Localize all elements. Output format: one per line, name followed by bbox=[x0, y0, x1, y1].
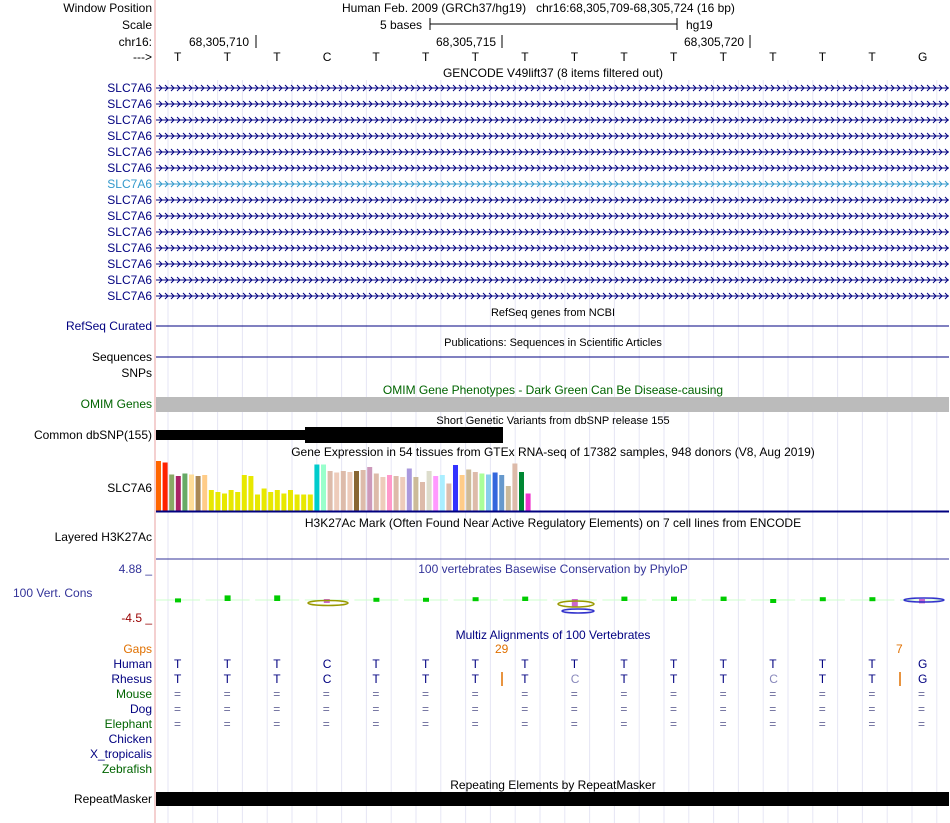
match-symbol: = bbox=[570, 687, 578, 701]
gencode-transcript-label[interactable]: SLC7A6 bbox=[107, 241, 152, 255]
gtex-tissue-bar bbox=[420, 482, 425, 511]
human-base: T bbox=[273, 657, 281, 671]
match-symbol: = bbox=[670, 687, 678, 701]
dbsnp-track-title[interactable]: Short Genetic Variants from dbSNP release 155 bbox=[436, 415, 670, 427]
chrom-label: chr16: bbox=[118, 35, 152, 49]
gencode-transcript-label[interactable]: SLC7A6 bbox=[107, 113, 152, 127]
match-symbol: = bbox=[918, 717, 926, 731]
gtex-tissue-bar bbox=[433, 476, 438, 511]
gencode-transcript-label[interactable]: SLC7A6 bbox=[107, 193, 152, 207]
match-symbol: = bbox=[422, 702, 430, 716]
gtex-tissue-bar bbox=[182, 474, 187, 512]
gtex-tissue-bar bbox=[163, 463, 168, 512]
base-letter: T bbox=[372, 50, 380, 64]
base-letter: C bbox=[322, 50, 332, 64]
match-symbol: = bbox=[769, 687, 777, 701]
gtex-tissue-bar bbox=[196, 476, 201, 511]
gtex-tissue-bar bbox=[361, 470, 366, 511]
match-symbol: = bbox=[521, 717, 529, 731]
gtex-tissue-bar bbox=[354, 471, 359, 511]
phylop-score-bar bbox=[671, 597, 677, 601]
match-symbol: = bbox=[422, 687, 430, 701]
gtex-tissue-bar bbox=[202, 475, 207, 511]
omim-gene-bar bbox=[156, 397, 949, 412]
gtex-tissue-bar bbox=[486, 475, 491, 512]
rhesus-base: T bbox=[670, 672, 678, 686]
position-label-2: 68,305,715 bbox=[436, 35, 497, 49]
rhesus-base: T bbox=[174, 672, 182, 686]
gtex-tissue-bar bbox=[314, 465, 319, 512]
gtex-tissue-bar bbox=[446, 484, 451, 512]
human-base: T bbox=[719, 657, 727, 671]
gtex-tissue-bar bbox=[413, 477, 418, 511]
gtex-tissue-bar bbox=[229, 490, 234, 511]
match-symbol: = bbox=[223, 687, 231, 701]
match-symbol: = bbox=[322, 702, 330, 716]
base-letter: T bbox=[719, 50, 727, 64]
gtex-tissue-bar bbox=[499, 475, 504, 511]
gtex-tissue-bar bbox=[347, 472, 352, 511]
gencode-transcript-label[interactable]: SLC7A6 bbox=[107, 225, 152, 239]
match-symbol: = bbox=[471, 687, 479, 701]
match-symbol: = bbox=[868, 687, 876, 701]
gtex-tissue-bar bbox=[189, 475, 194, 512]
gtex-tissue-bar bbox=[308, 495, 313, 512]
phylop-score-bar bbox=[820, 597, 826, 601]
match-symbol: = bbox=[471, 702, 479, 716]
rhesus-base: T bbox=[223, 672, 231, 686]
gtex-track-label[interactable]: SLC7A6 bbox=[107, 481, 152, 495]
gtex-tissue-bar bbox=[493, 473, 498, 512]
gtex-tissue-bar bbox=[242, 475, 247, 511]
species-label[interactable]: Rhesus bbox=[111, 672, 152, 686]
repeatmasker-bar bbox=[156, 792, 949, 806]
match-symbol: = bbox=[372, 702, 380, 716]
species-label[interactable]: Elephant bbox=[104, 717, 152, 731]
dbsnp-variant-bar bbox=[305, 427, 503, 443]
base-letter: T bbox=[273, 50, 281, 64]
human-base: T bbox=[521, 657, 529, 671]
rhesus-base: T bbox=[521, 672, 529, 686]
match-symbol: = bbox=[620, 687, 628, 701]
gencode-track-title[interactable]: GENCODE V49lift37 (8 items filtered out) bbox=[442, 66, 664, 80]
gtex-tissue-bar bbox=[466, 470, 471, 512]
gtex-tissue-bar bbox=[440, 475, 445, 511]
match-symbol: = bbox=[868, 717, 876, 731]
gtex-tissue-bar bbox=[400, 477, 405, 511]
gtex-tissue-bar bbox=[215, 492, 220, 511]
match-symbol: = bbox=[521, 702, 529, 716]
gencode-transcript-label[interactable]: SLC7A6 bbox=[107, 273, 152, 287]
strand-label: ---> bbox=[133, 50, 152, 64]
match-symbol: = bbox=[521, 687, 529, 701]
match-symbol: = bbox=[570, 717, 578, 731]
match-symbol: = bbox=[818, 702, 826, 716]
gtex-tissue-bar bbox=[519, 472, 524, 511]
match-symbol: = bbox=[322, 687, 330, 701]
position-label-1: 68,305,710 bbox=[189, 35, 250, 49]
rhesus-base: T bbox=[868, 672, 876, 686]
gaps-label: Gaps bbox=[123, 642, 152, 656]
phylop-score-bar bbox=[721, 597, 727, 601]
match-symbol: = bbox=[620, 717, 628, 731]
window-position-value: Human Feb. 2009 (GRCh37/hg19) chr16:68,305,709-68,305,724 (16 bp) bbox=[342, 1, 735, 15]
match-symbol: = bbox=[273, 702, 281, 716]
gtex-tissue-bar bbox=[380, 477, 385, 511]
human-base: T bbox=[471, 657, 479, 671]
refseq-track-label[interactable]: RefSeq Curated bbox=[65, 319, 152, 333]
match-symbol: = bbox=[174, 702, 182, 716]
gtex-tissue-bar bbox=[275, 490, 280, 511]
gencode-transcript-label[interactable]: SLC7A6 bbox=[107, 209, 152, 223]
gtex-tissue-bar bbox=[341, 471, 346, 511]
match-symbol: = bbox=[223, 702, 231, 716]
position-label-3: 68,305,720 bbox=[684, 35, 745, 49]
phylop-min-label: -4.5 _ bbox=[121, 611, 152, 625]
gtex-tissue-bar bbox=[328, 471, 333, 511]
gtex-tissue-bar bbox=[473, 472, 478, 511]
gencode-transcript-label[interactable]: SLC7A6 bbox=[107, 129, 152, 143]
match-symbol: = bbox=[719, 687, 727, 701]
rhesus-base: T bbox=[620, 672, 628, 686]
rhesus-base: T bbox=[471, 672, 479, 686]
base-letter: T bbox=[670, 50, 678, 64]
phylop-score-bar bbox=[621, 597, 627, 601]
gtex-tissue-bar bbox=[427, 471, 432, 511]
match-symbol: = bbox=[422, 717, 430, 731]
match-symbol: = bbox=[273, 687, 281, 701]
match-symbol: = bbox=[620, 702, 628, 716]
dbsnp-track-label[interactable]: Common dbSNP(155) bbox=[33, 428, 152, 442]
base-letter: T bbox=[868, 50, 876, 64]
rhesus-base: C bbox=[322, 672, 332, 686]
human-base: T bbox=[620, 657, 628, 671]
phylop-score-bar bbox=[274, 595, 280, 601]
gtex-tissue-bar bbox=[394, 476, 399, 511]
phylop-score-bar bbox=[423, 598, 429, 602]
gtex-tissue-bar bbox=[512, 464, 517, 512]
base-letter: T bbox=[223, 50, 231, 64]
match-symbol: = bbox=[769, 702, 777, 716]
multiz-track-title[interactable]: Multiz Alignments of 100 Vertebrates bbox=[455, 628, 651, 642]
match-symbol: = bbox=[918, 702, 926, 716]
match-symbol: = bbox=[570, 702, 578, 716]
phylop-score-bar bbox=[473, 597, 479, 601]
gtex-tissue-bar bbox=[255, 495, 260, 512]
species-label[interactable]: X_tropicalis bbox=[89, 747, 152, 761]
gap-count-1: 29 bbox=[495, 642, 509, 656]
rhesus-base: G bbox=[918, 672, 928, 686]
phylop-score-bar bbox=[373, 598, 379, 602]
refseq-track-title[interactable]: RefSeq genes from NCBI bbox=[490, 307, 616, 319]
base-letter: T bbox=[521, 50, 529, 64]
h3k27ac-track-title[interactable]: H3K27Ac Mark (Often Found Near Active Regulatory Elements) on 7 cell lines from ENCODE bbox=[304, 516, 802, 530]
omim-track-label[interactable]: OMIM Genes bbox=[80, 397, 152, 411]
base-letter: T bbox=[620, 50, 628, 64]
rhesus-base: C bbox=[769, 672, 778, 686]
gtex-tissue-bar bbox=[288, 490, 293, 511]
base-letter: T bbox=[818, 50, 827, 64]
publications-track-title[interactable]: Publications: Sequences in Scientific Articles bbox=[444, 337, 662, 349]
human-base: T bbox=[670, 657, 678, 671]
base-letter: T bbox=[570, 50, 579, 64]
species-label[interactable]: Zebrafish bbox=[101, 762, 152, 776]
gencode-transcript-label[interactable]: SLC7A6 bbox=[107, 81, 152, 95]
scale-assembly: hg19 bbox=[686, 18, 713, 32]
rhesus-base: C bbox=[570, 672, 580, 686]
gtex-tissue-bar bbox=[479, 474, 484, 512]
match-symbol: = bbox=[223, 717, 231, 731]
gtex-tissue-bar bbox=[268, 492, 273, 511]
gtex-tissue-bar bbox=[387, 475, 392, 511]
gtex-tissue-bar bbox=[222, 494, 227, 512]
gtex-tissue-bar bbox=[248, 476, 253, 511]
human-base: T bbox=[570, 657, 579, 671]
base-letter: T bbox=[174, 50, 182, 64]
gtex-tissue-bar bbox=[407, 469, 412, 512]
repeatmasker-track-label[interactable]: RepeatMasker bbox=[73, 792, 152, 806]
publications-track-label[interactable]: Sequences bbox=[91, 350, 152, 364]
base-letter: G bbox=[918, 50, 928, 64]
human-base: T bbox=[223, 657, 231, 671]
match-symbol: = bbox=[174, 687, 182, 701]
repeatmasker-track-title[interactable]: Repeating Elements by RepeatMasker bbox=[450, 778, 656, 792]
match-symbol: = bbox=[174, 717, 182, 731]
species-label[interactable]: Dog bbox=[129, 702, 152, 716]
match-symbol: = bbox=[719, 702, 727, 716]
gencode-transcript-label[interactable]: SLC7A6 bbox=[107, 97, 152, 111]
gtex-tissue-bar bbox=[156, 461, 161, 511]
match-symbol: = bbox=[670, 717, 678, 731]
gap-count-2: 7 bbox=[896, 642, 903, 656]
gtex-tissue-bar bbox=[367, 467, 372, 511]
rhesus-base: T bbox=[372, 672, 380, 686]
match-symbol: = bbox=[818, 717, 826, 731]
window-position-label: Window Position bbox=[63, 1, 152, 15]
phylop-track-title[interactable]: 100 vertebrates Basewise Conservation by PhyloP bbox=[418, 562, 688, 576]
match-symbol: = bbox=[868, 702, 876, 716]
gtex-tissue-bar bbox=[235, 492, 240, 511]
snps-label[interactable]: SNPs bbox=[121, 366, 152, 380]
gtex-tissue-bar bbox=[374, 474, 379, 512]
phylop-score-bar bbox=[522, 597, 528, 601]
match-symbol: = bbox=[471, 717, 479, 731]
match-symbol: = bbox=[322, 717, 330, 731]
match-symbol: = bbox=[818, 687, 826, 701]
gtex-tissue-bar bbox=[506, 486, 511, 511]
human-base: T bbox=[372, 657, 380, 671]
base-letter: T bbox=[422, 50, 430, 64]
species-label[interactable]: Human bbox=[113, 657, 152, 671]
species-label[interactable]: Chicken bbox=[108, 732, 152, 746]
gtex-tissue-bar bbox=[176, 476, 181, 511]
gtex-tissue-bar bbox=[321, 465, 326, 512]
phylop-track-label[interactable]: 100 Vert. Cons bbox=[13, 586, 93, 600]
gtex-tissue-bar bbox=[334, 473, 339, 512]
omim-track-title[interactable]: OMIM Gene Phenotypes - Dark Green Can Be Disease-causing bbox=[382, 383, 724, 397]
rhesus-base: T bbox=[719, 672, 727, 686]
phylop-score-bar bbox=[225, 595, 231, 601]
gtex-tissue-bar bbox=[169, 475, 174, 512]
match-symbol: = bbox=[372, 687, 380, 701]
gtex-tissue-bar bbox=[262, 489, 267, 512]
gtex-track-title[interactable]: Gene Expression in 54 tissues from GTEx RNA-seq of 17382 samples, 948 donors (V8, Aug 2019) bbox=[291, 445, 815, 459]
match-symbol: = bbox=[372, 717, 380, 731]
gencode-transcript-label[interactable]: SLC7A6 bbox=[107, 177, 152, 191]
gtex-tissue-bar bbox=[453, 465, 458, 511]
base-letter: T bbox=[769, 50, 777, 64]
gtex-tissue-bar bbox=[301, 495, 306, 512]
gencode-transcript-label[interactable]: SLC7A6 bbox=[107, 145, 152, 159]
human-base: T bbox=[174, 657, 182, 671]
human-base: T bbox=[422, 657, 430, 671]
match-symbol: = bbox=[273, 717, 281, 731]
human-base: T bbox=[868, 657, 876, 671]
base-letter: T bbox=[471, 50, 479, 64]
scale-label: Scale bbox=[121, 18, 152, 32]
gtex-tissue-bar bbox=[460, 475, 465, 511]
phylop-score-bar bbox=[869, 597, 875, 601]
gencode-transcript-label[interactable]: SLC7A6 bbox=[107, 257, 152, 271]
gtex-tissue-bar bbox=[281, 494, 286, 512]
gencode-transcript-label[interactable]: SLC7A6 bbox=[107, 289, 152, 303]
rhesus-base: T bbox=[422, 672, 430, 686]
scale-text: 5 bases bbox=[380, 18, 423, 32]
rhesus-base: T bbox=[818, 672, 827, 686]
phylop-score-bar bbox=[572, 599, 578, 607]
species-label[interactable]: Mouse bbox=[115, 687, 152, 701]
gencode-transcript-label[interactable]: SLC7A6 bbox=[107, 161, 152, 175]
human-base: G bbox=[918, 657, 928, 671]
human-base: C bbox=[322, 657, 332, 671]
gtex-tissue-bar bbox=[295, 495, 300, 512]
gtex-tissue-bar bbox=[526, 494, 531, 512]
match-symbol: = bbox=[918, 687, 926, 701]
h3k27ac-track-label[interactable]: Layered H3K27Ac bbox=[54, 530, 152, 544]
phylop-score-bar bbox=[175, 598, 181, 602]
human-base: T bbox=[818, 657, 827, 671]
dbsnp-variant-bar bbox=[156, 430, 306, 440]
human-base: T bbox=[769, 657, 777, 671]
match-symbol: = bbox=[769, 717, 777, 731]
rhesus-base: T bbox=[273, 672, 281, 686]
phylop-score-bar bbox=[770, 599, 776, 603]
match-symbol: = bbox=[719, 717, 727, 731]
phylop-max-label: 4.88 _ bbox=[118, 562, 152, 576]
match-symbol: = bbox=[670, 702, 678, 716]
gtex-tissue-bar bbox=[209, 490, 214, 511]
